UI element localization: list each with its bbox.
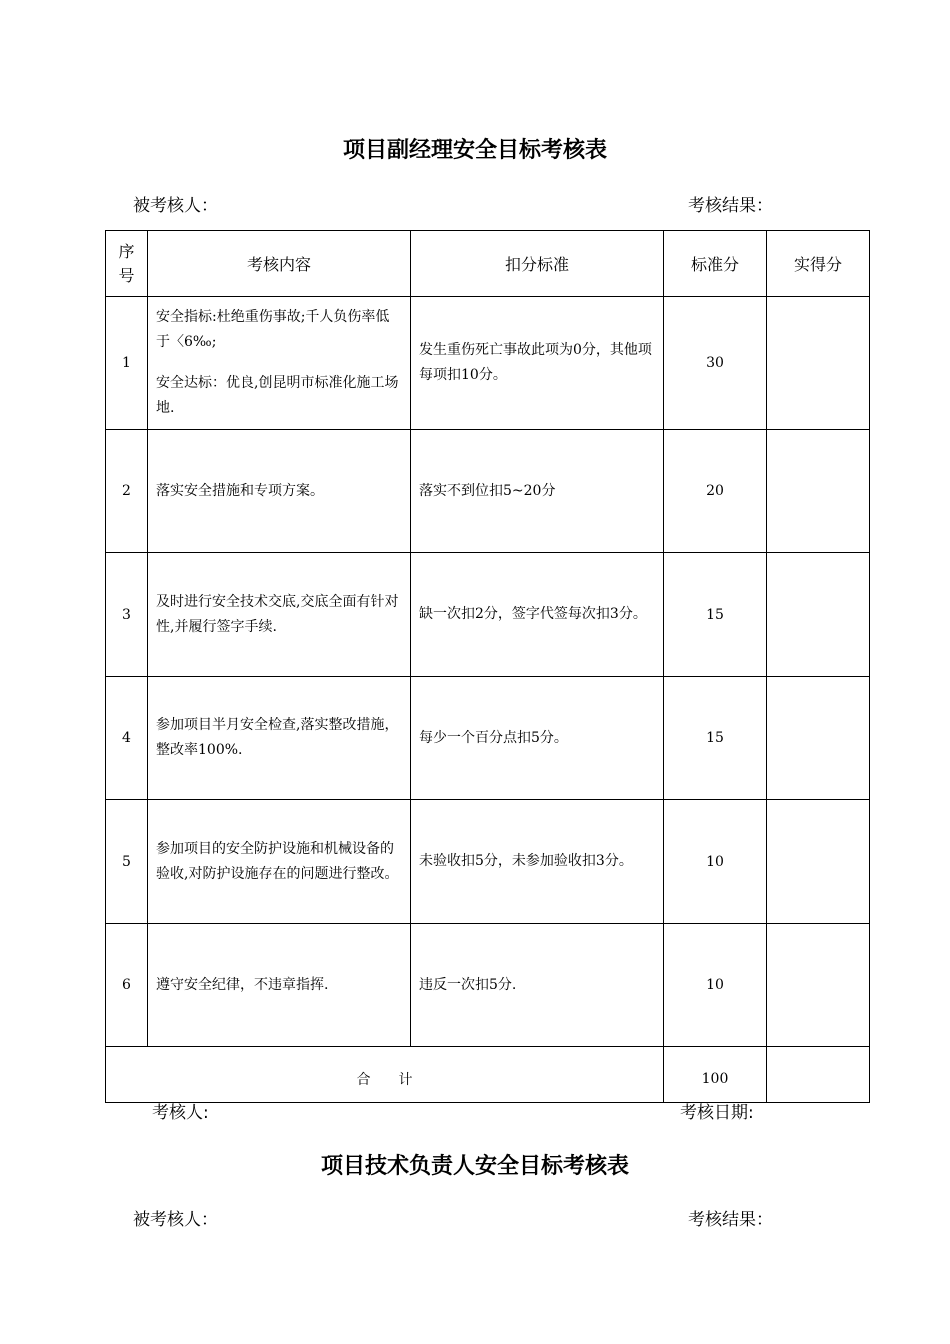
total-row (106, 1047, 870, 1103)
header-score: 标准分 (664, 231, 767, 297)
row-score: 15 (664, 677, 767, 800)
table-row (106, 924, 870, 1047)
total-label: 合 计 (106, 1047, 664, 1103)
row-actual[interactable] (767, 677, 870, 800)
assessment-table (105, 230, 870, 1103)
row-score: 10 (664, 800, 767, 924)
row-content-para: 安全达标：优良,创昆明市标准化施工场地. (156, 375, 399, 416)
total-actual[interactable] (767, 1047, 870, 1103)
row-content: 参加项目的安全防护设施和机械设备的验收,对防护设施存在的问题进行整改。 (148, 800, 411, 924)
header-actual: 实得分 (767, 231, 870, 297)
table-row (106, 800, 870, 924)
row-score: 10 (664, 924, 767, 1047)
row-score: 20 (664, 430, 767, 553)
row-content: 及时进行安全技术交底,交底全面有针对性,并履行签字手续. (148, 553, 411, 677)
table-row (106, 553, 870, 677)
row-score: 30 (664, 297, 767, 430)
header-content: 考核内容 (148, 231, 411, 297)
row-actual[interactable] (767, 924, 870, 1047)
row-standard: 发生重伤死亡事故此项为0分，其他项每项扣10分。 (411, 297, 664, 430)
row-no: 5 (106, 800, 148, 924)
table-row (106, 430, 870, 553)
header-no: 序号 (106, 231, 148, 297)
form2-result-label: 考核结果： (688, 1210, 773, 1230)
row-no: 6 (106, 924, 148, 1047)
row-content: 遵守安全纪律，不违章指挥. (148, 924, 411, 1047)
row-content (148, 297, 411, 430)
form1-result-label: 考核结果： (688, 196, 773, 216)
row-no: 4 (106, 677, 148, 800)
table-row (106, 677, 870, 800)
form1-assessor-label: 考核人: (152, 1103, 209, 1123)
row-actual[interactable] (767, 430, 870, 553)
total-score: 100 (664, 1047, 767, 1103)
row-actual[interactable] (767, 553, 870, 677)
row-standard: 缺一次扣2分，签字代签每次扣3分。 (411, 553, 664, 677)
row-no: 1 (106, 297, 148, 430)
row-content-para: 安全指标:杜绝重伤事故;千人负伤率低于〈6‰; (156, 309, 390, 350)
form1-date-label: 考核日期: (680, 1103, 754, 1123)
row-content: 落实安全措施和专项方案。 (148, 430, 411, 553)
row-no: 3 (106, 553, 148, 677)
header-standard: 扣分标准 (411, 231, 664, 297)
row-standard: 落实不到位扣5~20分 (411, 430, 664, 553)
row-standard: 每少一个百分点扣5分。 (411, 677, 664, 800)
row-no: 2 (106, 430, 148, 553)
form1-title: 项目副经理安全目标考核表 (342, 138, 607, 163)
row-score: 15 (664, 553, 767, 677)
table-header-row (106, 231, 870, 297)
row-standard: 未验收扣5分，未参加验收扣3分。 (411, 800, 664, 924)
row-standard: 违反一次扣5分. (411, 924, 664, 1047)
form2-examinee-label: 被考核人： (133, 1210, 218, 1230)
row-actual[interactable] (767, 297, 870, 430)
row-content: 参加项目半月安全检查,落实整改措施，整改率100%. (148, 677, 411, 800)
row-actual[interactable] (767, 800, 870, 924)
form1-examinee-label: 被考核人： (133, 196, 218, 216)
form2-title: 项目技术负责人安全目标考核表 (320, 1154, 629, 1179)
table-row (106, 297, 870, 430)
